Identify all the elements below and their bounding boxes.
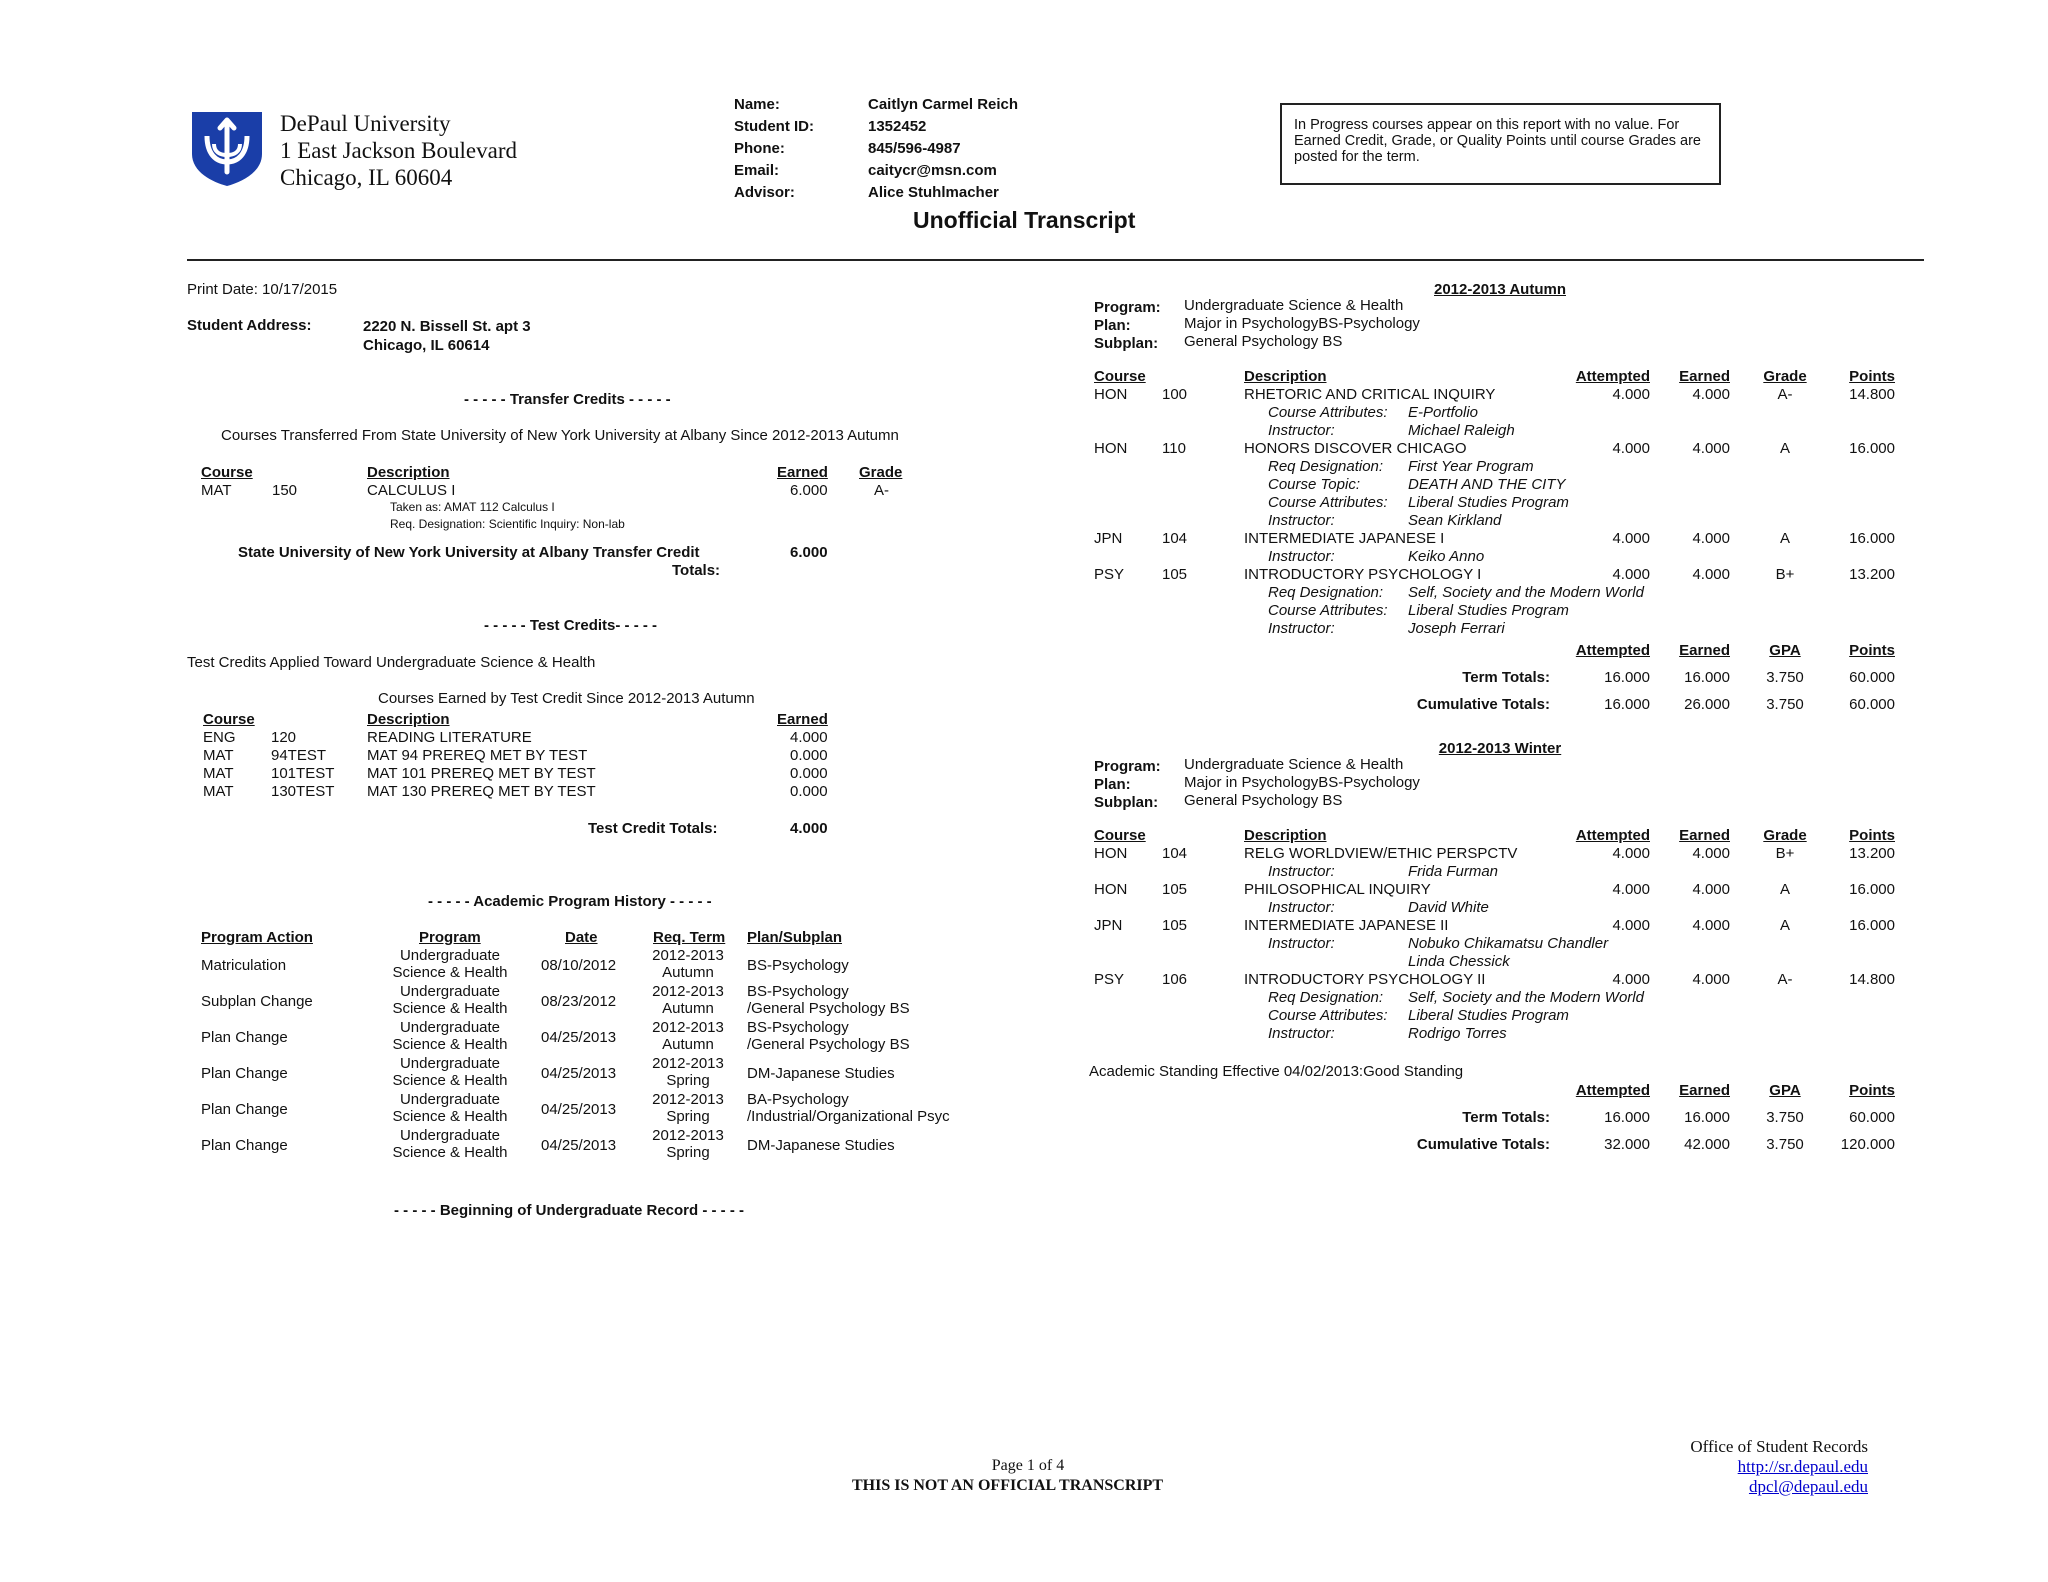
course-detail-label: Req Designation: (1268, 584, 1384, 601)
term-totals-gpa: 3.750 (1766, 1109, 1804, 1126)
course-description: INTRODUCTORY PSYCHOLOGY II (1244, 971, 1486, 988)
transfer-credits-heading: - - - - - Transfer Credits - - - - - (464, 391, 671, 408)
course-number: 105 (1162, 917, 1188, 934)
student-email: caitycr@msn.com (868, 162, 997, 179)
course-description: INTRODUCTORY PSYCHOLOGY I (1244, 566, 1482, 583)
history-row-plan (747, 1065, 895, 1082)
history-col-date: Date (565, 929, 598, 946)
history-term-line2: Spring (666, 1144, 710, 1161)
history-row-date: 04/25/2013 (541, 1065, 617, 1082)
test-row-earned: 0.000 (790, 765, 828, 782)
term-totals-label: Term Totals: (1462, 1109, 1550, 1126)
course-detail-value: DEATH AND THE CITY (1408, 476, 1566, 493)
course-points: 13.200 (1849, 845, 1895, 862)
cumulative-totals-attempted: 32.000 (1604, 1136, 1650, 1153)
history-term-line1: 2012-2013 (652, 983, 724, 1000)
history-term-line2: Autumn (662, 1036, 714, 1053)
course-earned: 4.000 (1692, 917, 1730, 934)
term-col-grade: Grade (1763, 827, 1807, 844)
in-progress-notice: In Progress courses appear on this report with no value. For Earned Credit, Grade, or Quality Points until course Grades are posted for the term. (1280, 103, 1721, 185)
course-points: 16.000 (1849, 917, 1895, 934)
test-col-earned: Earned (777, 711, 828, 728)
course-description: INTERMEDIATE JAPANESE I (1244, 530, 1445, 547)
course-number: 105 (1162, 566, 1188, 583)
transfer-col-earned: Earned (777, 464, 828, 481)
term-subplan-value: General Psychology BS (1184, 792, 1343, 809)
test-since-text: Courses Earned by Test Credit Since 2012-2013 Autumn (378, 690, 755, 707)
test-row-subj: MAT (203, 783, 234, 800)
not-official-notice: THIS IS NOT AN OFFICIAL TRANSCRIPT (852, 1477, 1164, 1494)
student-name: Caitlyn Carmel Reich (868, 96, 1019, 113)
course-detail-label: Instructor: (1268, 863, 1335, 880)
office-name: Office of Student Records (1690, 1437, 1868, 1456)
course-grade: A- (1777, 386, 1793, 403)
label-name: Name: (734, 96, 780, 113)
course-points: 16.000 (1849, 440, 1895, 457)
test-applied-text: Test Credits Applied Toward Undergraduate Science & Health (187, 654, 596, 671)
history-row-term (640, 1091, 736, 1125)
term-totals-earned: 16.000 (1684, 669, 1730, 686)
test-row-desc: READING LITERATURE (367, 729, 532, 746)
test-col-description: Description (367, 711, 450, 728)
test-row-num: 94TEST (271, 747, 327, 764)
course-detail-label: Req Designation: (1268, 458, 1384, 475)
test-row-num: 130TEST (271, 783, 335, 800)
transfer-from-text: Courses Transferred From State University of New York University at Albany Since 2012-2013 Autumn (221, 427, 899, 444)
totals-col-attempted: Attempted (1575, 1082, 1650, 1099)
test-row-subj: MAT (203, 747, 234, 764)
test-row-num: 101TEST (271, 765, 335, 782)
course-points: 13.200 (1849, 566, 1895, 583)
history-row-term (640, 947, 736, 981)
totals-col-gpa: GPA (1769, 642, 1801, 659)
office-url-link[interactable]: http://sr.depaul.edu (1737, 1457, 1868, 1476)
history-program-line2: Science & Health (392, 1108, 508, 1125)
course-number: 100 (1162, 386, 1188, 403)
course-detail-label: Instructor: (1268, 548, 1335, 565)
student-address (363, 317, 531, 355)
history-row-term (640, 1019, 736, 1053)
history-plan-line2: /General Psychology BS (747, 1036, 910, 1053)
term-col-grade: Grade (1763, 368, 1807, 385)
course-subject: PSY (1094, 971, 1125, 988)
test-row-subj: MAT (203, 765, 234, 782)
history-row-plan (747, 1019, 910, 1053)
course-detail-label: Course Topic: (1268, 476, 1360, 493)
history-row-action: Plan Change (201, 1101, 288, 1118)
term-totals-gpa: 3.750 (1766, 669, 1804, 686)
course-detail-label: Instructor: (1268, 899, 1335, 916)
history-program-line1: Undergraduate (399, 947, 501, 964)
course-attempted: 4.000 (1612, 440, 1650, 457)
course-detail-value: Liberal Studies Program (1408, 494, 1569, 511)
history-term-line2: Spring (666, 1072, 710, 1089)
depaul-shield-icon (190, 110, 264, 187)
university-logo (190, 110, 264, 187)
university-address-line1: 1 East Jackson Boulevard (280, 138, 517, 163)
test-row-desc: MAT 94 PREREQ MET BY TEST (367, 747, 588, 764)
label-email: Email: (734, 162, 780, 179)
term-subplan-label: Subplan: (1094, 335, 1159, 352)
course-detail-value: Nobuko Chikamatsu Chandler (1408, 935, 1609, 952)
history-program-line1: Undergraduate (399, 1019, 501, 1036)
course-points: 14.800 (1849, 971, 1895, 988)
term-program-label: Program: (1094, 758, 1161, 775)
history-program-line2: Science & Health (392, 1000, 508, 1017)
term-col-course: Course (1094, 368, 1146, 385)
academic-standing: Academic Standing Effective 04/02/2013:Good Standing (1089, 1063, 1464, 1080)
term-autumn-title: 2012-2013 Autumn (1434, 281, 1566, 298)
history-term-line2: Autumn (662, 1000, 714, 1017)
page-number: Page 1 of 4 (991, 1457, 1065, 1474)
course-number: 106 (1162, 971, 1188, 988)
course-detail-value: Liberal Studies Program (1408, 602, 1569, 619)
course-earned: 4.000 (1692, 971, 1730, 988)
course-grade: A (1779, 881, 1790, 898)
course-detail-value: Michael Raleigh (1408, 422, 1515, 439)
course-grade: B+ (1775, 566, 1795, 583)
cumulative-totals-earned: 42.000 (1684, 1136, 1730, 1153)
course-detail-value: Sean Kirkland (1408, 512, 1502, 529)
student-info-labels (734, 94, 814, 204)
test-total-label: Test Credit Totals: (588, 820, 718, 837)
label-advisor: Advisor: (734, 184, 795, 201)
university-address-line2: Chicago, IL 60604 (280, 165, 453, 190)
university-name-block (280, 110, 517, 191)
course-detail-label: Course Attributes: (1268, 602, 1388, 619)
course-detail-label: Instructor: (1268, 512, 1335, 529)
test-row-desc: MAT 130 PREREQ MET BY TEST (367, 783, 596, 800)
course-detail-value: First Year Program (1408, 458, 1534, 475)
course-detail-label: Req Designation: (1268, 989, 1384, 1006)
history-row-plan (747, 983, 910, 1017)
course-detail-value: Frida Furman (1408, 863, 1499, 880)
label-phone: Phone: (734, 140, 785, 157)
history-row-program (380, 947, 520, 981)
history-term-line1: 2012-2013 (652, 1019, 724, 1036)
history-row-date: 04/25/2013 (541, 1137, 617, 1154)
course-detail-value: Liberal Studies Program (1408, 1007, 1569, 1024)
course-description: RELG WORLDVIEW/ETHIC PERSPCTV (1244, 845, 1518, 862)
term-col-description: Description (1244, 368, 1327, 385)
history-row-action: Plan Change (201, 1137, 288, 1154)
print-date: Print Date: 10/17/2015 (187, 281, 338, 298)
history-row-term (640, 983, 736, 1017)
test-row-subj: ENG (203, 729, 236, 746)
totals-col-attempted: Attempted (1575, 642, 1650, 659)
course-attempted: 4.000 (1612, 881, 1650, 898)
course-subject: JPN (1094, 530, 1123, 547)
term-col-points: Points (1849, 368, 1895, 385)
history-row-date: 08/10/2012 (541, 957, 617, 974)
course-attempted: 4.000 (1612, 566, 1650, 583)
student-address-line2: Chicago, IL 60614 (363, 337, 490, 354)
transfer-grade: A- (874, 482, 889, 499)
cumulative-totals-label: Cumulative Totals: (1416, 1136, 1550, 1153)
history-row-program (380, 983, 520, 1017)
course-detail-label: Instructor: (1268, 620, 1335, 637)
totals-col-gpa: GPA (1769, 1082, 1801, 1099)
course-grade: A (1779, 917, 1790, 934)
history-term-line1: 2012-2013 (652, 1127, 724, 1144)
course-attempted: 4.000 (1612, 845, 1650, 862)
course-earned: 4.000 (1692, 386, 1730, 403)
term-program-value: Undergraduate Science & Health (1184, 297, 1404, 314)
course-detail-value: E-Portfolio (1408, 404, 1479, 421)
history-row-action: Plan Change (201, 1029, 288, 1046)
course-detail-value: Self, Society and the Modern World (1408, 584, 1644, 601)
transfer-total-label: State University of New York University at Albany Transfer Credit (238, 544, 700, 561)
course-description: PHILOSOPHICAL INQUIRY (1244, 881, 1431, 898)
history-program-line1: Undergraduate (399, 1055, 501, 1072)
history-plan-line1: BA-Psychology (747, 1091, 849, 1108)
term-totals-attempted: 16.000 (1604, 669, 1650, 686)
history-program-line1: Undergraduate (399, 983, 501, 1000)
cumulative-totals-points: 60.000 (1849, 696, 1895, 713)
course-number: 105 (1162, 881, 1188, 898)
history-row-term (640, 1055, 736, 1089)
cumulative-totals-gpa: 3.750 (1766, 1136, 1804, 1153)
term-plan-label: Plan: (1094, 776, 1131, 793)
test-row-earned: 0.000 (790, 783, 828, 800)
term-subplan-value: General Psychology BS (1184, 333, 1343, 350)
transfer-col-grade: Grade (859, 464, 903, 481)
history-row-term (640, 1127, 736, 1161)
term-plan-value: Major in PsychologyBS-Psychology (1184, 315, 1420, 332)
student-id: 1352452 (868, 118, 927, 135)
course-detail-label: Course Attributes: (1268, 1007, 1388, 1024)
student-address-label: Student Address: (187, 317, 312, 334)
course-points: 16.000 (1849, 530, 1895, 547)
totals-col-points: Points (1849, 1082, 1895, 1099)
course-attempted: 4.000 (1612, 386, 1650, 403)
transfer-earned: 6.000 (790, 482, 828, 499)
cumulative-totals-gpa: 3.750 (1766, 696, 1804, 713)
transfer-num: 150 (272, 482, 298, 499)
course-number: 110 (1162, 440, 1186, 457)
course-detail-label: Instructor: (1268, 935, 1335, 952)
course-detail-label: Course Attributes: (1268, 404, 1388, 421)
course-detail-label: Instructor: (1268, 422, 1335, 439)
totals-col-earned: Earned (1679, 642, 1730, 659)
course-subject: HON (1094, 881, 1128, 898)
history-program-line2: Science & Health (392, 1072, 508, 1089)
history-row-plan (747, 1091, 950, 1125)
transfer-total-value: 6.000 (790, 544, 828, 561)
history-program-line2: Science & Health (392, 964, 508, 981)
history-row-plan (747, 957, 849, 974)
office-email-link[interactable]: dpcl@depaul.edu (1748, 1477, 1868, 1496)
beginning-of-record: - - - - - Beginning of Undergraduate Record - - - - - (394, 1202, 744, 1219)
term-program-label: Program: (1094, 299, 1161, 316)
course-earned: 4.000 (1692, 566, 1730, 583)
course-number: 104 (1162, 530, 1188, 547)
totals-col-earned: Earned (1679, 1082, 1730, 1099)
term-totals-points: 60.000 (1849, 1109, 1895, 1126)
history-row-action: Subplan Change (201, 993, 313, 1010)
student-phone: 845/596-4987 (868, 140, 961, 157)
course-detail-value: Rodrigo Torres (1408, 1025, 1507, 1042)
course-points: 16.000 (1849, 881, 1895, 898)
term-program-value: Undergraduate Science & Health (1184, 756, 1404, 773)
history-col-term: Req. Term (653, 929, 726, 946)
course-description: INTERMEDIATE JAPANESE II (1244, 917, 1449, 934)
term-col-attempted: Attempted (1575, 368, 1650, 385)
history-row-date: 08/23/2012 (541, 993, 617, 1010)
course-detail-value: David White (1408, 899, 1489, 916)
course-detail-value: Self, Society and the Modern World (1408, 989, 1644, 1006)
course-earned: 4.000 (1692, 440, 1730, 457)
transfer-col-description: Description (367, 464, 450, 481)
history-row-plan (747, 1137, 895, 1154)
history-program-line1: Undergraduate (399, 1127, 501, 1144)
term-totals-points: 60.000 (1849, 669, 1895, 686)
history-plan-line2: /Industrial/Organizational Psyc (747, 1108, 950, 1125)
history-col-plan: Plan/Subplan (747, 929, 843, 946)
history-row-action: Matriculation (201, 957, 287, 974)
course-earned: 4.000 (1692, 881, 1730, 898)
term-subplan-label: Subplan: (1094, 794, 1159, 811)
history-program-line2: Science & Health (392, 1036, 508, 1053)
test-row-num: 120 (271, 729, 297, 746)
term-col-attempted: Attempted (1575, 827, 1650, 844)
test-row-earned: 4.000 (790, 729, 828, 746)
course-grade: A (1779, 440, 1790, 457)
course-subject: PSY (1094, 566, 1125, 583)
course-attempted: 4.000 (1612, 971, 1650, 988)
cumulative-totals-label: Cumulative Totals: (1416, 696, 1550, 713)
course-detail-value: Linda Chessick (1408, 953, 1510, 970)
transfer-desc: CALCULUS I (367, 482, 456, 499)
history-term-line1: 2012-2013 (652, 1055, 724, 1072)
transfer-note-taken-as: Taken as: AMAT 112 Calculus I (390, 500, 555, 514)
history-col-program: Program (419, 929, 481, 946)
history-program-line2: Science & Health (392, 1144, 508, 1161)
term-totals-attempted: 16.000 (1604, 1109, 1650, 1126)
history-row-program (380, 1055, 520, 1089)
transfer-total-label2: Totals: (672, 562, 721, 579)
course-points: 14.800 (1849, 386, 1895, 403)
transfer-subj: MAT (201, 482, 232, 499)
course-grade: A (1779, 530, 1790, 547)
history-term-line1: 2012-2013 (652, 947, 724, 964)
term-totals-earned: 16.000 (1684, 1109, 1730, 1126)
term-winter-title: 2012-2013 Winter (1438, 740, 1562, 757)
office-block (1600, 1437, 1868, 1497)
history-plan-line1: BS-Psychology (747, 1019, 849, 1036)
course-description: RHETORIC AND CRITICAL INQUIRY (1244, 386, 1496, 403)
term-col-earned: Earned (1679, 827, 1730, 844)
history-plan-line1: DM-Japanese Studies (747, 1065, 895, 1082)
test-row-earned: 0.000 (790, 747, 828, 764)
term-col-course: Course (1094, 827, 1146, 844)
course-subject: JPN (1094, 917, 1123, 934)
course-earned: 4.000 (1692, 845, 1730, 862)
course-detail-value: Keiko Anno (1408, 548, 1485, 565)
history-program-line1: Undergraduate (399, 1091, 501, 1108)
cumulative-totals-attempted: 16.000 (1604, 696, 1650, 713)
history-row-program (380, 1127, 520, 1161)
history-heading: - - - - - Academic Program History - - - - - (428, 893, 712, 910)
label-student-id: Student ID: (734, 118, 814, 135)
term-plan-value: Major in PsychologyBS-Psychology (1184, 774, 1420, 791)
history-col-action: Program Action (201, 929, 313, 946)
course-subject: HON (1094, 440, 1128, 457)
history-plan-line1: BS-Psychology (747, 957, 849, 974)
test-credits-heading: - - - - - Test Credits- - - - - (484, 617, 658, 634)
student-advisor: Alice Stuhlmacher (868, 184, 999, 201)
course-detail-value: Joseph Ferrari (1408, 620, 1505, 637)
course-detail-label: Instructor: (1268, 1025, 1335, 1042)
term-col-earned: Earned (1679, 368, 1730, 385)
course-description: HONORS DISCOVER CHICAGO (1244, 440, 1467, 457)
totals-col-points: Points (1849, 642, 1895, 659)
test-col-course: Course (203, 711, 255, 728)
history-plan-line1: DM-Japanese Studies (747, 1137, 895, 1154)
course-number: 104 (1162, 845, 1188, 862)
test-row-desc: MAT 101 PREREQ MET BY TEST (367, 765, 596, 782)
history-row-action: Plan Change (201, 1065, 288, 1082)
history-row-date: 04/25/2013 (541, 1029, 617, 1046)
term-col-description: Description (1244, 827, 1327, 844)
course-attempted: 4.000 (1612, 530, 1650, 547)
course-subject: HON (1094, 386, 1128, 403)
transfer-col-course: Course (201, 464, 253, 481)
document-title: Unofficial Transcript (913, 207, 1136, 233)
course-attempted: 4.000 (1612, 917, 1650, 934)
term-col-points: Points (1849, 827, 1895, 844)
term-totals-label: Term Totals: (1462, 669, 1550, 686)
history-term-line1: 2012-2013 (652, 1091, 724, 1108)
university-name: DePaul University (280, 111, 451, 136)
history-term-line2: Autumn (662, 964, 714, 981)
history-row-date: 04/25/2013 (541, 1101, 617, 1118)
history-plan-line1: BS-Psychology (747, 983, 849, 1000)
course-subject: HON (1094, 845, 1128, 862)
test-total-value: 4.000 (790, 820, 828, 837)
cumulative-totals-points: 120.000 (1840, 1136, 1895, 1153)
course-grade: A- (1777, 971, 1793, 988)
history-plan-line2: /General Psychology BS (747, 1000, 910, 1017)
header-divider (187, 259, 1924, 261)
course-grade: B+ (1775, 845, 1795, 862)
transfer-note-req: Req. Designation: Scientific Inquiry: Non-lab (390, 517, 625, 531)
course-earned: 4.000 (1692, 530, 1730, 547)
cumulative-totals-earned: 26.000 (1684, 696, 1730, 713)
history-row-program (380, 1091, 520, 1125)
term-plan-label: Plan: (1094, 317, 1131, 334)
student-info-values (868, 94, 1018, 204)
history-term-line2: Spring (666, 1108, 710, 1125)
history-row-program (380, 1019, 520, 1053)
course-detail-label: Course Attributes: (1268, 494, 1388, 511)
student-address-line1: 2220 N. Bissell St. apt 3 (363, 318, 531, 335)
